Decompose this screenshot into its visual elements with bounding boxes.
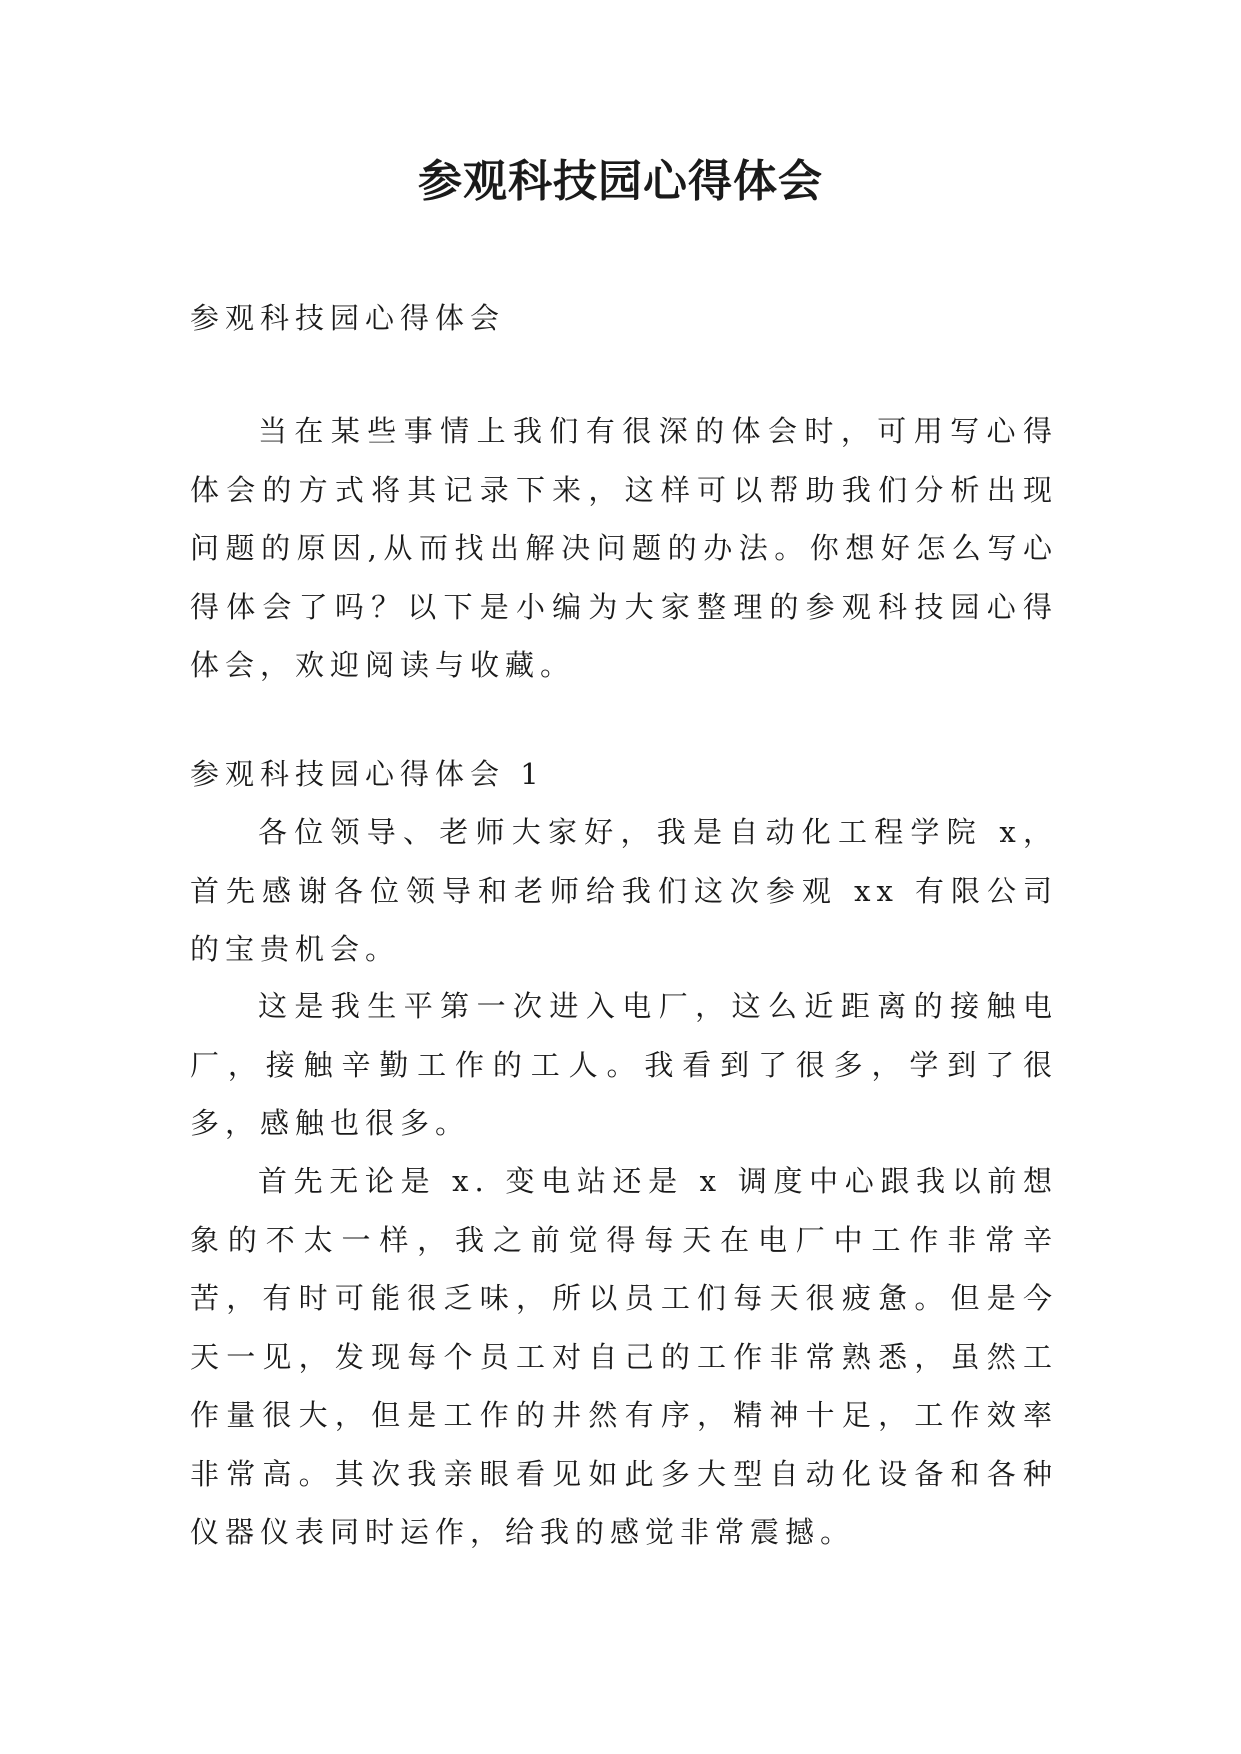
document-subtitle: 参观科技园心得体会: [190, 301, 506, 335]
body-paragraph-2: 这是我生平第一次进入电厂，这么近距离的接触电厂，接触辛勤工作的工人。我看到了很多，学到了很多，感触也很多。: [190, 989, 1058, 1140]
intro-paragraph: 当在某些事情上我们有很深的体会时，可用写心得体会的方式将其记录下来，这样可以帮助我们分析出现问题的原因,从而找出解决问题的办法。你想好怎么写心得体会了吗？以下是小编为大家整理的参观科技园心得体会，欢迎阅读与收藏。: [190, 414, 1058, 682]
body-paragraph-3: 首先无论是 x. 变电站还是 x 调度中心跟我以前想象的不太一样，我之前觉得每天在电厂中工作非常辛苦，有时可能很乏味，所以员工们每天很疲惫。但是今天一见，发现每个员工对自己的工作非常熟悉，虽然工作量很大，但是工作的井然有序，精神十足，工作效率非常高。其次我亲眼看见如此多大型自动化设备和各种仪器仪表同时运作，给我的感觉非常震撼。: [190, 1164, 1058, 1549]
document-title: 参观科技园心得体会: [418, 156, 823, 207]
section-heading: 参观科技园心得体会 1: [190, 757, 545, 791]
body-paragraph-1: 各位领导、老师大家好，我是自动化工程学院 x，首先感谢各位领导和老师给我们这次参观 xx 有限公司的宝贵机会。: [190, 815, 1058, 966]
